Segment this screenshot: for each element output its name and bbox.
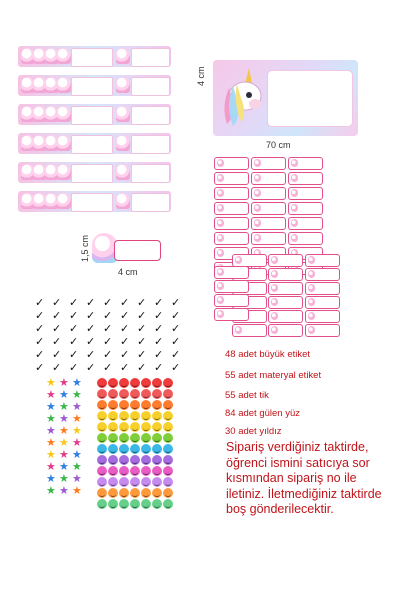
smiley-icon bbox=[163, 400, 173, 410]
star-icon: ★ bbox=[46, 413, 56, 425]
smiley-icon bbox=[152, 488, 162, 498]
tick-icon: ✓ bbox=[103, 323, 113, 335]
label-name-area bbox=[131, 135, 170, 154]
label-name-area bbox=[131, 48, 170, 67]
smiley-icon bbox=[119, 378, 129, 388]
label-name-area bbox=[71, 77, 113, 96]
count-stars: 30 adet yıldız bbox=[225, 426, 282, 437]
smiley-icon bbox=[108, 488, 118, 498]
material-label bbox=[305, 296, 340, 309]
tick-icon: ✓ bbox=[103, 297, 113, 309]
big-label-sample bbox=[213, 60, 358, 136]
smiley-icon bbox=[152, 477, 162, 487]
star-icon: ★ bbox=[46, 473, 56, 485]
material-label bbox=[305, 282, 340, 295]
star-icon: ★ bbox=[59, 413, 69, 425]
smiley-icon bbox=[141, 499, 151, 509]
smiley-icon bbox=[108, 444, 118, 454]
tick-icon: ✓ bbox=[171, 336, 181, 348]
unicorn-icon bbox=[116, 135, 130, 151]
tick-icon: ✓ bbox=[35, 336, 45, 348]
star-icon: ★ bbox=[59, 473, 69, 485]
smiley-icon bbox=[108, 499, 118, 509]
material-label bbox=[214, 294, 249, 307]
material-label bbox=[288, 187, 323, 200]
star-icon: ★ bbox=[72, 425, 82, 437]
smiley-icon bbox=[141, 455, 151, 465]
smiley-icon bbox=[130, 488, 140, 498]
smiley-icon bbox=[141, 444, 151, 454]
material-label bbox=[268, 324, 303, 337]
tick-icon: ✓ bbox=[86, 362, 96, 374]
smiley-icon bbox=[130, 455, 140, 465]
material-label bbox=[214, 187, 249, 200]
smiley-icon bbox=[130, 422, 140, 432]
label-row bbox=[18, 104, 171, 125]
material-label bbox=[268, 254, 303, 267]
unicorn-icon bbox=[116, 193, 130, 209]
star-icon: ★ bbox=[59, 449, 69, 461]
material-label bbox=[214, 202, 249, 215]
tick-icon: ✓ bbox=[69, 362, 79, 374]
material-label bbox=[305, 254, 340, 267]
smiley-icon bbox=[119, 499, 129, 509]
label-row bbox=[18, 46, 171, 67]
tick-icon: ✓ bbox=[154, 362, 164, 374]
star-icon: ★ bbox=[46, 485, 56, 497]
star-icon: ★ bbox=[72, 401, 82, 413]
tick-icon: ✓ bbox=[69, 297, 79, 309]
smiley-icon bbox=[108, 422, 118, 432]
unicorn-icon bbox=[57, 193, 71, 209]
star-icon: ★ bbox=[46, 437, 56, 449]
material-label bbox=[288, 232, 323, 245]
star-icon: ★ bbox=[72, 377, 82, 389]
tick-icon: ✓ bbox=[137, 336, 147, 348]
label-name-area bbox=[71, 106, 113, 125]
label-name-area bbox=[71, 135, 113, 154]
material-label bbox=[288, 157, 323, 170]
material-label bbox=[251, 202, 286, 215]
smiley-icon bbox=[130, 389, 140, 399]
tick-icon: ✓ bbox=[69, 336, 79, 348]
tick-icon: ✓ bbox=[35, 310, 45, 322]
smiley-icon bbox=[119, 466, 129, 476]
smiley-icon bbox=[141, 466, 151, 476]
tick-icon: ✓ bbox=[86, 349, 96, 361]
smiley-icon bbox=[97, 499, 107, 509]
smiley-icon bbox=[152, 444, 162, 454]
smiley-icon bbox=[141, 433, 151, 443]
order-note: Sipariş verdiğiniz taktirde, öğrenci ismini satıcıya sor kısmından sipariş no ile iletiniz. İletmediğiniz taktirde boş gönderilecektir. bbox=[226, 440, 382, 516]
smiley-icon bbox=[130, 400, 140, 410]
smiley-icon bbox=[163, 411, 173, 421]
tick-icon: ✓ bbox=[69, 323, 79, 335]
material-label bbox=[288, 202, 323, 215]
tick-icon: ✓ bbox=[120, 336, 130, 348]
tick-icon: ✓ bbox=[137, 362, 147, 374]
smiley-icon bbox=[119, 444, 129, 454]
material-label bbox=[251, 157, 286, 170]
smiley-icon bbox=[130, 499, 140, 509]
material-label bbox=[214, 217, 249, 230]
material-label bbox=[305, 310, 340, 323]
smiley-icon bbox=[119, 488, 129, 498]
material-label bbox=[305, 268, 340, 281]
smiley-icon bbox=[163, 499, 173, 509]
smiley-icon bbox=[163, 477, 173, 487]
smiley-icon bbox=[141, 422, 151, 432]
smiley-icon bbox=[97, 466, 107, 476]
smiley-icon bbox=[119, 400, 129, 410]
count-big-labels: 48 adet büyük etiket bbox=[225, 349, 311, 360]
smiley-icon bbox=[108, 466, 118, 476]
star-icon: ★ bbox=[72, 473, 82, 485]
star-icon: ★ bbox=[72, 437, 82, 449]
smiley-icon bbox=[108, 389, 118, 399]
smiley-icon bbox=[97, 444, 107, 454]
tick-icon: ✓ bbox=[120, 323, 130, 335]
smiley-icon bbox=[141, 411, 151, 421]
label-row bbox=[18, 75, 171, 96]
unicorn-icon bbox=[116, 48, 130, 64]
smiley-icon bbox=[152, 433, 162, 443]
tick-icon: ✓ bbox=[69, 349, 79, 361]
label-name-area bbox=[131, 164, 170, 183]
material-label bbox=[251, 172, 286, 185]
small-label-width: 4 cm bbox=[118, 267, 138, 277]
big-label-height: 4 cm bbox=[196, 66, 206, 86]
tick-icon: ✓ bbox=[171, 310, 181, 322]
smiley-icon bbox=[97, 389, 107, 399]
material-label bbox=[214, 308, 249, 321]
smiley-icon bbox=[141, 378, 151, 388]
tick-icon: ✓ bbox=[103, 310, 113, 322]
tick-icon: ✓ bbox=[171, 297, 181, 309]
tick-icon: ✓ bbox=[52, 336, 62, 348]
count-smileys: 84 adet gülen yüz bbox=[225, 408, 301, 419]
tick-icon: ✓ bbox=[137, 297, 147, 309]
material-label bbox=[288, 217, 323, 230]
star-icon: ★ bbox=[46, 401, 56, 413]
tick-icon: ✓ bbox=[52, 297, 62, 309]
tick-icon: ✓ bbox=[52, 323, 62, 335]
unicorn-icon bbox=[57, 135, 71, 151]
material-label bbox=[232, 324, 267, 337]
material-label bbox=[268, 268, 303, 281]
tick-icon: ✓ bbox=[52, 349, 62, 361]
tick-icon: ✓ bbox=[86, 323, 96, 335]
smiley-icon bbox=[141, 400, 151, 410]
star-icon: ★ bbox=[59, 461, 69, 473]
tick-icon: ✓ bbox=[35, 362, 45, 374]
smiley-icon bbox=[97, 455, 107, 465]
smiley-icon bbox=[130, 411, 140, 421]
smiley-icon bbox=[152, 466, 162, 476]
tick-icon: ✓ bbox=[154, 336, 164, 348]
tick-icon: ✓ bbox=[171, 323, 181, 335]
star-icon: ★ bbox=[72, 449, 82, 461]
smiley-icon bbox=[130, 466, 140, 476]
smiley-icon bbox=[163, 488, 173, 498]
star-icon: ★ bbox=[59, 437, 69, 449]
smiley-icon bbox=[108, 433, 118, 443]
smiley-icon bbox=[163, 389, 173, 399]
smiley-icon bbox=[152, 378, 162, 388]
star-icon: ★ bbox=[46, 389, 56, 401]
star-icon: ★ bbox=[59, 425, 69, 437]
tick-icon: ✓ bbox=[154, 323, 164, 335]
tick-icon: ✓ bbox=[137, 310, 147, 322]
smiley-icon bbox=[97, 422, 107, 432]
unicorn-icon bbox=[116, 106, 130, 122]
small-label-sample bbox=[92, 233, 162, 263]
smiley-icon bbox=[97, 488, 107, 498]
label-row bbox=[18, 133, 171, 154]
star-icon: ★ bbox=[59, 401, 69, 413]
smiley-icon bbox=[119, 389, 129, 399]
tick-icon: ✓ bbox=[103, 336, 113, 348]
star-icon: ★ bbox=[46, 449, 56, 461]
material-label bbox=[214, 280, 249, 293]
label-name-area bbox=[131, 193, 170, 212]
smiley-icon bbox=[152, 389, 162, 399]
smiley-icon bbox=[97, 477, 107, 487]
smiley-icon bbox=[163, 422, 173, 432]
smiley-icon bbox=[130, 378, 140, 388]
material-label bbox=[268, 296, 303, 309]
tick-icon: ✓ bbox=[171, 362, 181, 374]
smiley-icon bbox=[163, 433, 173, 443]
label-row bbox=[18, 162, 171, 183]
unicorn-icon bbox=[57, 77, 71, 93]
unicorn-icon bbox=[219, 66, 269, 130]
star-icon: ★ bbox=[46, 425, 56, 437]
smiley-icon bbox=[97, 411, 107, 421]
label-name-area bbox=[71, 48, 113, 67]
smiley-icon bbox=[152, 400, 162, 410]
star-icon: ★ bbox=[72, 389, 82, 401]
star-icon: ★ bbox=[59, 377, 69, 389]
tick-icon: ✓ bbox=[120, 362, 130, 374]
smiley-icon bbox=[119, 433, 129, 443]
tick-icon: ✓ bbox=[120, 297, 130, 309]
material-label bbox=[268, 282, 303, 295]
material-label bbox=[214, 232, 249, 245]
material-label bbox=[251, 187, 286, 200]
smiley-icon bbox=[108, 455, 118, 465]
smiley-icon bbox=[141, 488, 151, 498]
tick-icon: ✓ bbox=[154, 310, 164, 322]
smiley-icon bbox=[152, 422, 162, 432]
smiley-icon bbox=[108, 378, 118, 388]
star-icon: ★ bbox=[72, 485, 82, 497]
smiley-icon bbox=[152, 455, 162, 465]
tick-icon: ✓ bbox=[52, 310, 62, 322]
tick-icon: ✓ bbox=[86, 336, 96, 348]
unicorn-icon bbox=[116, 164, 130, 180]
count-material-labels: 55 adet materyal etiket bbox=[225, 370, 322, 381]
star-icon: ★ bbox=[72, 461, 82, 473]
tick-icon: ✓ bbox=[171, 349, 181, 361]
big-label-width: 70 cm bbox=[266, 140, 291, 150]
material-label bbox=[214, 172, 249, 185]
unicorn-icon bbox=[57, 164, 71, 180]
count-ticks: 55 adet tik bbox=[225, 390, 269, 401]
smiley-icon bbox=[97, 400, 107, 410]
tick-icon: ✓ bbox=[103, 362, 113, 374]
star-icon: ★ bbox=[59, 485, 69, 497]
smiley-icon bbox=[97, 433, 107, 443]
smiley-icon bbox=[97, 378, 107, 388]
label-name-area bbox=[71, 164, 113, 183]
small-label-height: 1,5 cm bbox=[80, 234, 90, 262]
smiley-icon bbox=[163, 378, 173, 388]
smiley-icon bbox=[130, 477, 140, 487]
material-label bbox=[214, 157, 249, 170]
smiley-icon bbox=[108, 411, 118, 421]
smiley-icon bbox=[141, 477, 151, 487]
material-label bbox=[268, 310, 303, 323]
smiley-icon bbox=[163, 444, 173, 454]
tick-icon: ✓ bbox=[120, 349, 130, 361]
tick-icon: ✓ bbox=[86, 297, 96, 309]
smiley-icon bbox=[119, 422, 129, 432]
label-name-area bbox=[131, 77, 170, 96]
unicorn-icon bbox=[57, 106, 71, 122]
tick-icon: ✓ bbox=[154, 297, 164, 309]
smiley-icon bbox=[152, 499, 162, 509]
tick-icon: ✓ bbox=[35, 323, 45, 335]
tick-icon: ✓ bbox=[35, 349, 45, 361]
tick-icon: ✓ bbox=[137, 323, 147, 335]
smiley-icon bbox=[141, 389, 151, 399]
star-icon: ★ bbox=[72, 413, 82, 425]
material-label bbox=[251, 232, 286, 245]
smiley-icon bbox=[130, 433, 140, 443]
tick-icon: ✓ bbox=[154, 349, 164, 361]
smiley-icon bbox=[152, 411, 162, 421]
smiley-icon bbox=[163, 455, 173, 465]
smiley-icon bbox=[119, 455, 129, 465]
smiley-icon bbox=[119, 477, 129, 487]
star-icon: ★ bbox=[46, 377, 56, 389]
tick-icon: ✓ bbox=[69, 310, 79, 322]
unicorn-icon bbox=[116, 77, 130, 93]
smiley-icon bbox=[130, 444, 140, 454]
tick-icon: ✓ bbox=[52, 362, 62, 374]
star-icon: ★ bbox=[46, 461, 56, 473]
tick-icon: ✓ bbox=[35, 297, 45, 309]
label-sheet bbox=[18, 46, 171, 220]
big-label-name-area bbox=[267, 70, 353, 127]
tick-icon: ✓ bbox=[86, 310, 96, 322]
tick-icon: ✓ bbox=[137, 349, 147, 361]
material-label bbox=[305, 324, 340, 337]
smiley-icon bbox=[108, 400, 118, 410]
star-icon: ★ bbox=[59, 389, 69, 401]
unicorn-icon bbox=[57, 48, 71, 64]
label-name-area bbox=[71, 193, 113, 212]
tick-icon: ✓ bbox=[103, 349, 113, 361]
label-row bbox=[18, 191, 171, 212]
smiley-icon bbox=[119, 411, 129, 421]
smiley-icon bbox=[163, 466, 173, 476]
material-label bbox=[251, 217, 286, 230]
small-label-name-area bbox=[114, 240, 161, 261]
material-label bbox=[288, 172, 323, 185]
label-name-area bbox=[131, 106, 170, 125]
material-label bbox=[214, 266, 249, 279]
tick-icon: ✓ bbox=[120, 310, 130, 322]
smiley-icon bbox=[108, 477, 118, 487]
